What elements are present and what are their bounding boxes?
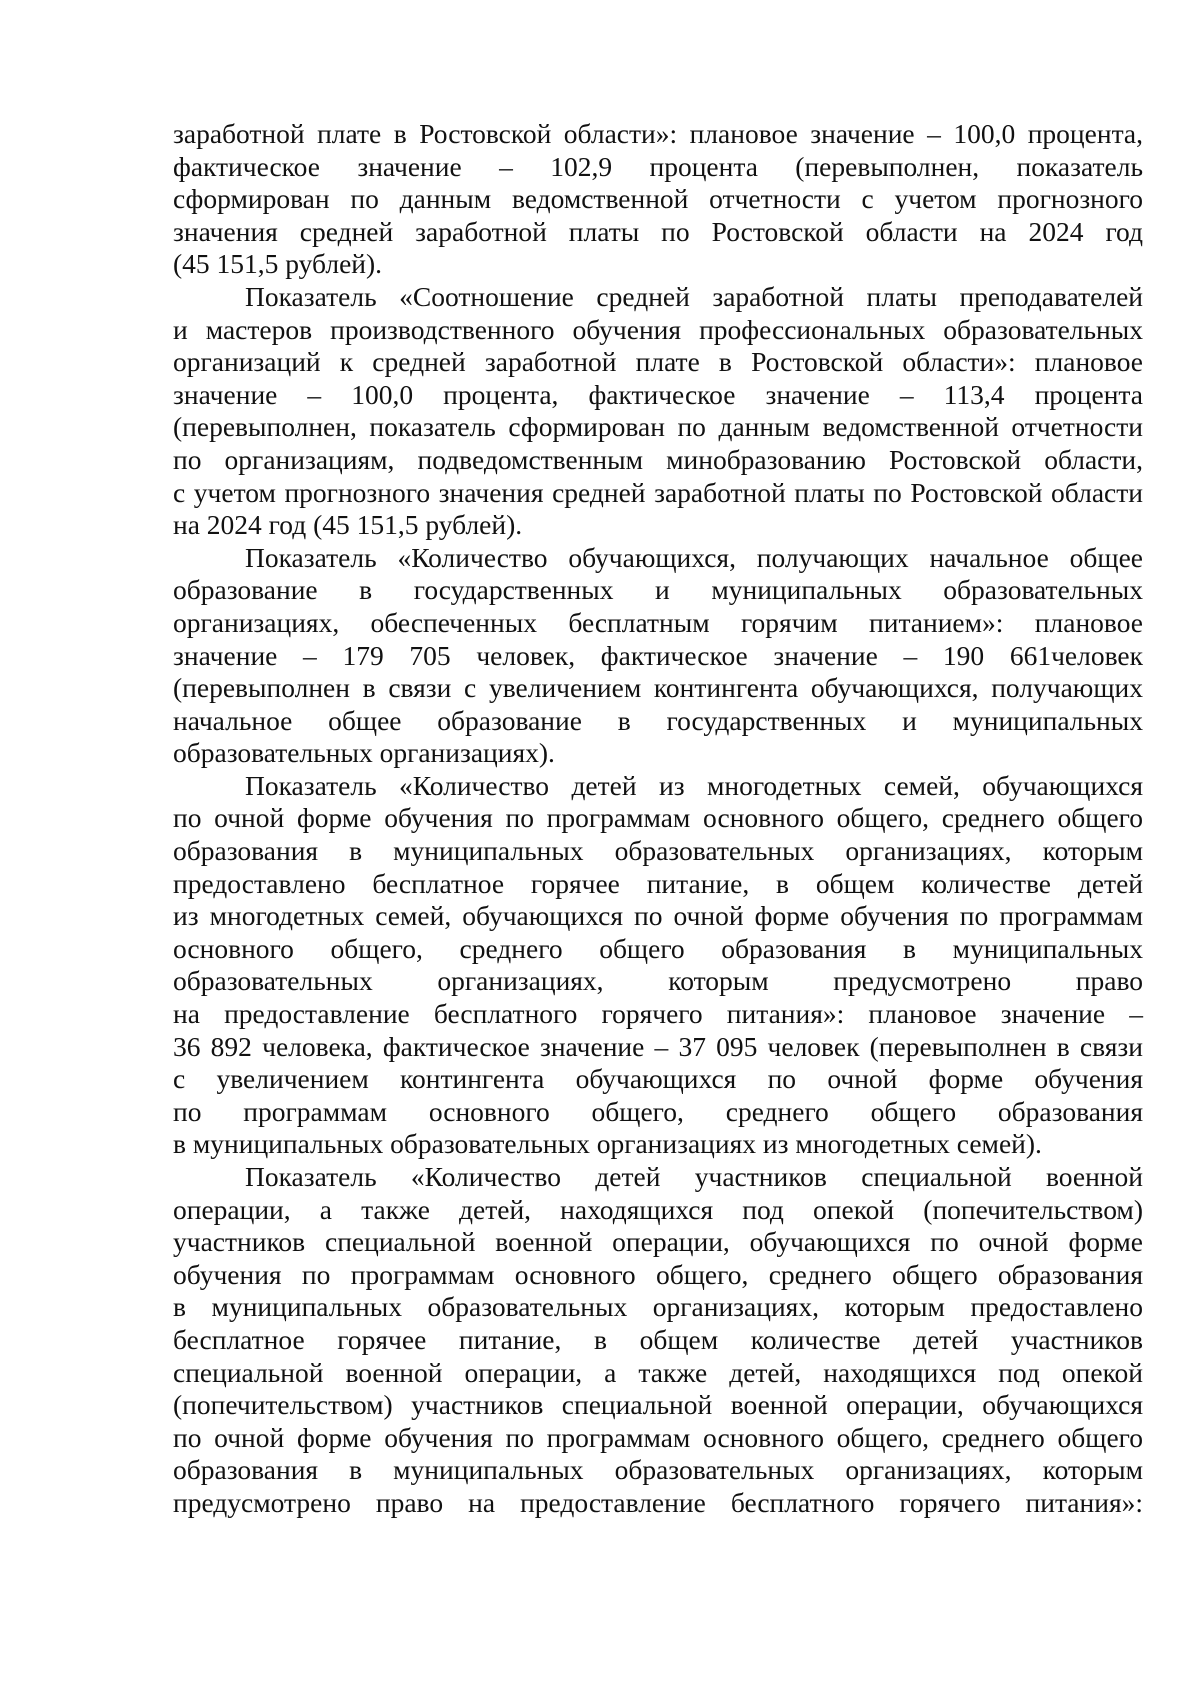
text-line: в муниципальных образовательных организациях, которым предоставлено bbox=[173, 1291, 1143, 1323]
text-line: бесплатное горячее питание, в общем количестве детей участников bbox=[173, 1323, 1143, 1355]
text-line: основного общего, среднего общего образования в муниципальных bbox=[173, 932, 1143, 964]
text-line: образовательных организациях, которым предусмотрено право bbox=[173, 965, 1143, 997]
paragraph-3 bbox=[173, 770, 1143, 1161]
text-line: (45 151,5 рублей). bbox=[173, 248, 383, 280]
text-line: специальной военной операции, а также детей, находящихся под опекой bbox=[173, 1356, 1143, 1388]
text-line: образование в государственных и муниципальных образовательных bbox=[173, 574, 1143, 606]
text-line: с учетом прогнозного значения средней заработной платы по Ростовской области bbox=[173, 476, 1143, 508]
paragraph-0 bbox=[173, 118, 1143, 281]
text-line: участников специальной военной операции, обучающихся по очной форме bbox=[173, 1226, 1143, 1258]
text-line: организаций к средней заработной плате в Ростовской области»: плановое bbox=[173, 346, 1143, 378]
document-body bbox=[173, 118, 1143, 1520]
text-line: значения средней заработной платы по Ростовской области на 2024 год bbox=[173, 215, 1143, 247]
text-line: на 2024 год (45 151,5 рублей). bbox=[173, 509, 523, 541]
text-line: на предоставление бесплатного горячего питания»: плановое значение – bbox=[173, 998, 1143, 1030]
text-line: организациях, обеспеченных бесплатным горячим питанием»: плановое bbox=[173, 606, 1143, 638]
text-line: (перевыполнен, показатель сформирован по данным ведомственной отчетности bbox=[173, 411, 1143, 443]
text-line: образования в муниципальных образовательных организациях, которым bbox=[173, 1454, 1143, 1486]
text-line: по организациям, подведомственным минобразованию Ростовской области, bbox=[173, 443, 1143, 475]
text-line: по программам основного общего, среднего общего образования bbox=[173, 1095, 1143, 1127]
text-line: операции, а также детей, находящихся под опекой (попечительством) bbox=[173, 1193, 1143, 1225]
text-line: значение – 100,0 процента, фактическое значение – 113,4 процента bbox=[173, 378, 1143, 410]
text-line: Показатель «Соотношение средней заработной платы преподавателей bbox=[245, 280, 1143, 312]
text-line: с увеличением контингента обучающихся по очной форме обучения bbox=[173, 1063, 1143, 1095]
text-line: (попечительством) участников специальной военной операции, обучающихся bbox=[173, 1389, 1143, 1421]
text-line: из многодетных семей, обучающихся по очной форме обучения по программам bbox=[173, 900, 1143, 932]
text-line: Показатель «Количество обучающихся, получающих начальное общее bbox=[245, 541, 1143, 573]
text-line: обучения по программам основного общего, среднего общего образования bbox=[173, 1258, 1143, 1290]
text-line: по очной форме обучения по программам основного общего, среднего общего bbox=[173, 1421, 1143, 1453]
paragraph-2 bbox=[173, 542, 1143, 770]
text-line: Показатель «Количество детей участников специальной военной bbox=[245, 1161, 1143, 1192]
text-line: (перевыполнен в связи с увеличением контингента обучающихся, получающих bbox=[173, 672, 1143, 704]
text-line: 36 892 человека, фактическое значение – 37 095 человек (перевыполнен в связи bbox=[173, 1030, 1143, 1062]
text-line: значение – 179 705 человек, фактическое значение – 190 661человек bbox=[173, 639, 1143, 671]
text-line: в муниципальных образовательных организациях из многодетных семей). bbox=[173, 1128, 1042, 1160]
text-line: фактическое значение – 102,9 процента (перевыполнен, показатель bbox=[173, 150, 1143, 182]
text-line: предусмотрено право на предоставление бесплатного горячего питания»: bbox=[173, 1486, 1143, 1518]
text-line: образования в муниципальных образовательных организациях, которым bbox=[173, 835, 1143, 867]
text-line: по очной форме обучения по программам основного общего, среднего общего bbox=[173, 802, 1143, 834]
paragraph-4 bbox=[173, 1161, 1143, 1520]
text-line: сформирован по данным ведомственной отчетности с учетом прогнозного bbox=[173, 183, 1143, 215]
text-line: образовательных организациях). bbox=[173, 737, 555, 769]
paragraph-1 bbox=[173, 281, 1143, 542]
text-line: и мастеров производственного обучения профессиональных образовательных bbox=[173, 313, 1143, 345]
text-line: предоставлено бесплатное горячее питание, в общем количестве детей bbox=[173, 867, 1143, 899]
text-line: Показатель «Количество детей из многодетных семей, обучающихся bbox=[245, 769, 1143, 801]
text-line: начальное общее образование в государственных и муниципальных bbox=[173, 704, 1143, 736]
text-line: заработной плате в Ростовской области»: плановое значение – 100,0 процента, bbox=[173, 118, 1143, 149]
